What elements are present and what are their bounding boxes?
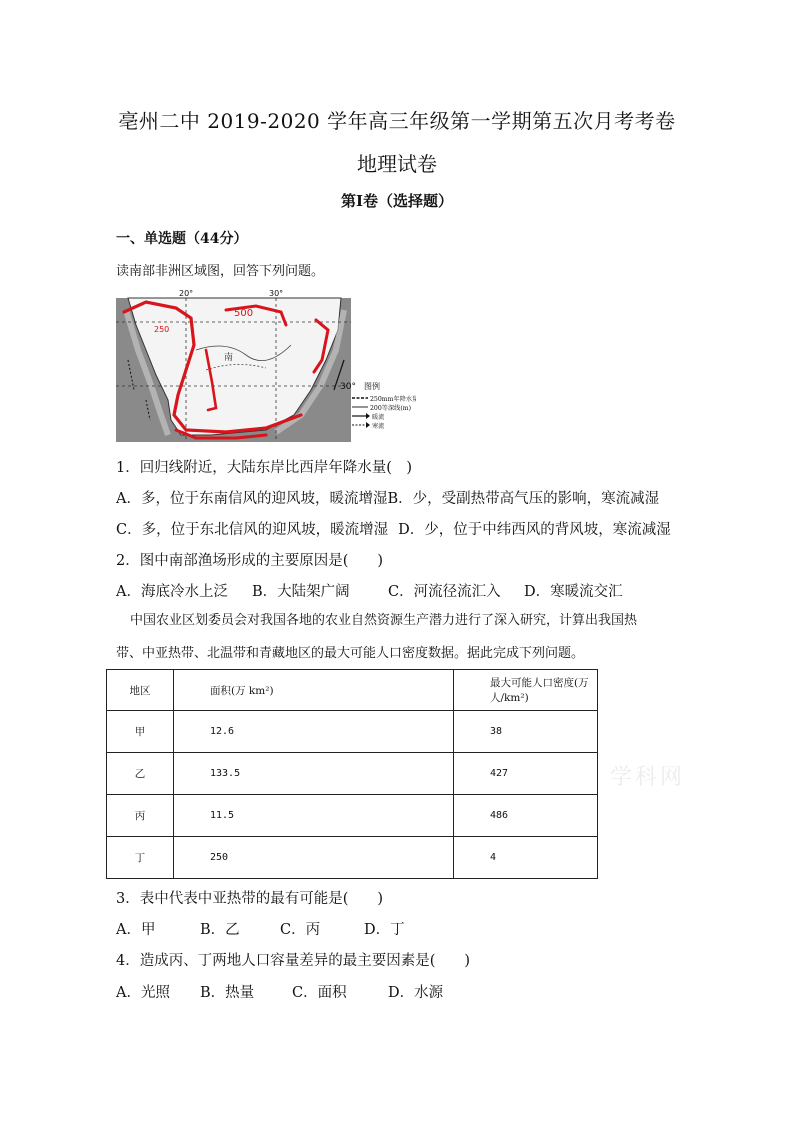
contour-label-500: 500 (234, 308, 254, 319)
cell-region: 丁 (107, 837, 174, 879)
region-label: 南 (224, 353, 234, 363)
question-2: 2．图中南部渔场形成的主要原因是( ) (116, 553, 384, 569)
legend-title: 图例 (364, 382, 380, 391)
q3-option-d[interactable]: D．丁 (364, 922, 405, 938)
table-row (107, 795, 598, 837)
cell-region: 丙 (107, 795, 174, 837)
lat-label-30: 30° (340, 382, 356, 392)
question-4-options (116, 981, 443, 1002)
table-row (107, 753, 598, 795)
lon-label-30: 30° (269, 290, 284, 298)
q1-option-a[interactable]: A．多，位于东南信风的迎风坡，暖流增湿 (116, 491, 388, 507)
map-svg (116, 290, 416, 442)
contour-label-250: 250 (154, 325, 170, 334)
cell-area: 133.5 (174, 753, 454, 795)
q2-option-c[interactable]: C．河流径流汇入 (388, 584, 501, 600)
q1-option-c[interactable]: C．多，位于东北信风的迎风坡，暖流增湿 (116, 522, 389, 538)
q4-option-b[interactable]: B．热量 (200, 985, 255, 1001)
legend-item-rain: 250mm年降水量 (370, 396, 416, 403)
cell-area: 250 (174, 837, 454, 879)
legend-item-isobath: 200等深线(m) (370, 405, 412, 412)
cell-density: 427 (454, 753, 598, 795)
cell-area: 12.6 (174, 711, 454, 753)
cell-region: 乙 (107, 753, 174, 795)
legend-item-warm: 暖流 (372, 414, 385, 421)
section-heading: 一、单选题（44分） (116, 231, 248, 247)
header-region: 地区 (107, 670, 174, 711)
table-row (107, 837, 598, 879)
table-row (107, 711, 598, 753)
population-table (106, 669, 598, 879)
q2-option-d[interactable]: D．寒暖流交汇 (524, 584, 623, 600)
question-2-options (116, 580, 623, 601)
cell-area: 11.5 (174, 795, 454, 837)
q3-option-c[interactable]: C．丙 (280, 922, 321, 938)
q4-option-d[interactable]: D．水源 (388, 985, 444, 1001)
passage (116, 604, 686, 670)
subject-title: 地理试卷 (357, 152, 437, 176)
q2-option-a[interactable]: A．海底冷水上泛 (116, 584, 228, 600)
legend-item-cold: 寒流 (372, 423, 385, 430)
cell-density: 486 (454, 795, 598, 837)
q3-option-b[interactable]: B．乙 (200, 922, 240, 938)
cell-density: 4 (454, 837, 598, 879)
map-legend (352, 381, 416, 430)
header-area: 面积(万 km²) (174, 670, 454, 711)
passage-line-2: 带、中亚热带、北温带和青藏地区的最大可能人口密度数据。据此完成下列问题。 (116, 646, 585, 661)
cell-region: 甲 (107, 711, 174, 753)
q3-option-a[interactable]: A．甲 (116, 922, 156, 938)
southern-africa-map (116, 290, 416, 442)
watermark: 学科网 (610, 765, 686, 790)
q1-option-d[interactable]: D．少，位于中纬西风的背风坡，寒流减湿 (398, 522, 671, 538)
header-density: 最大可能人口密度(万人/km²) (454, 670, 598, 711)
q4-option-c[interactable]: C．面积 (292, 985, 347, 1001)
q1-option-b[interactable]: B．少，受副热带高气压的影响，寒流减湿 (387, 491, 660, 507)
q4-option-a[interactable]: A．光照 (116, 985, 170, 1001)
lon-label-20: 20° (179, 290, 194, 298)
question-1-options-row2 (116, 518, 671, 539)
question-3: 3．表中代表中亚热带的最有可能是( ) (116, 891, 384, 907)
q2-option-b[interactable]: B．大陆架广阔 (252, 584, 350, 600)
question-1: 1．回归线附近，大陆东岸比西岸年降水量( ) (116, 460, 413, 476)
passage-line-1: 中国农业区划委员会对我国各地的农业自然资源生产潜力进行了深入研究，计算出我国热 (130, 613, 638, 628)
question-3-options (116, 918, 405, 939)
part-title: 第I卷（选择题） (340, 192, 454, 210)
table-header-row (107, 670, 598, 711)
section-intro: 读南部非洲区域图，回答下列问题。 (116, 264, 325, 279)
exam-title: 亳州二中 2019-2020 学年高三年级第一学期第五次月考考卷 (118, 109, 676, 133)
question-1-options-row1 (116, 487, 659, 508)
question-4: 4．造成丙、丁两地人口容量差异的最主要因素是( ) (116, 953, 471, 969)
cell-density: 38 (454, 711, 598, 753)
